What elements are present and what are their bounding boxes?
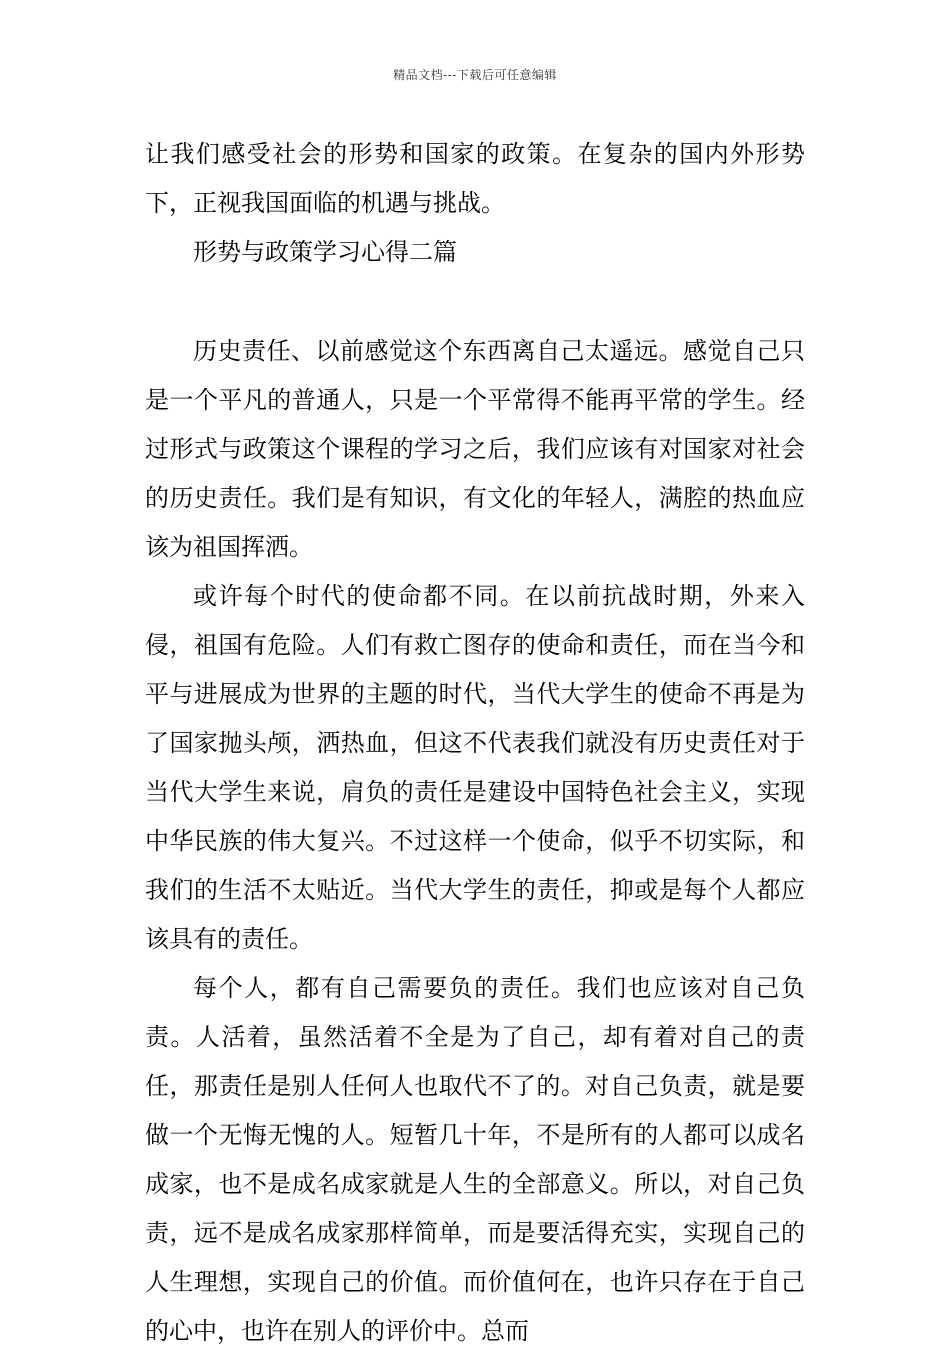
section-heading: 形势与政策学习心得二篇 <box>193 238 457 266</box>
document-body <box>145 130 805 1356</box>
paragraph-3: 每个人，都有自己需要负的责任。我们也应该对自己负责。人活着，虽然活着不全是为了自己，却有着对自己的责任，那责任是别人任何人也取代不了的。对自己负责，就是要做一个无悔无愧的人。短暂几十年，不是所有的人都可以成名成家，也不是成名成家就是人生的全部意义。所以，对自己负责，远不是成名成家那样简单，而是要活得充实，实现自己的人生理想，实现自己的价值。而价值何在，也许只存在于自己的心中，也许在别人的评价中。总而 <box>145 974 805 1345</box>
page-header: 精品文档---下载后可任意编辑 <box>393 68 557 82</box>
paragraph-1: 历史责任、以前感觉这个东西离自己太遥远。感觉自己只是一个平凡的普通人，只是一个平常得不能再平常的学生。经过形式与政策这个课程的学习之后，我们应该有对国家对社会的历史责任。我们是有知识，有文化的年轻人，满腔的热血应该为祖国挥洒。 <box>145 337 805 561</box>
paragraph-2: 或许每个时代的使命都不同。在以前抗战时期，外来入侵，祖国有危险。人们有救亡图存的使命和责任，而在当今和平与进展成为世界的主题的时代，当代大学生的使命不再是为了国家抛头颅，洒热血，但这不代表我们就没有历史责任对于当代大学生来说，肩负的责任是建设中国特色社会主义，实现中华民族的伟大复兴。不过这样一个使命，似乎不切实际，和我们的生活不太贴近。当代大学生的责任，抑或是每个人都应该具有的责任。 <box>145 582 805 953</box>
paragraph-continued: 让我们感受社会的形势和国家的政策。在复杂的国内外形势下，正视我国面临的机遇与挑战。 <box>145 140 805 217</box>
blank-line <box>145 277 805 327</box>
